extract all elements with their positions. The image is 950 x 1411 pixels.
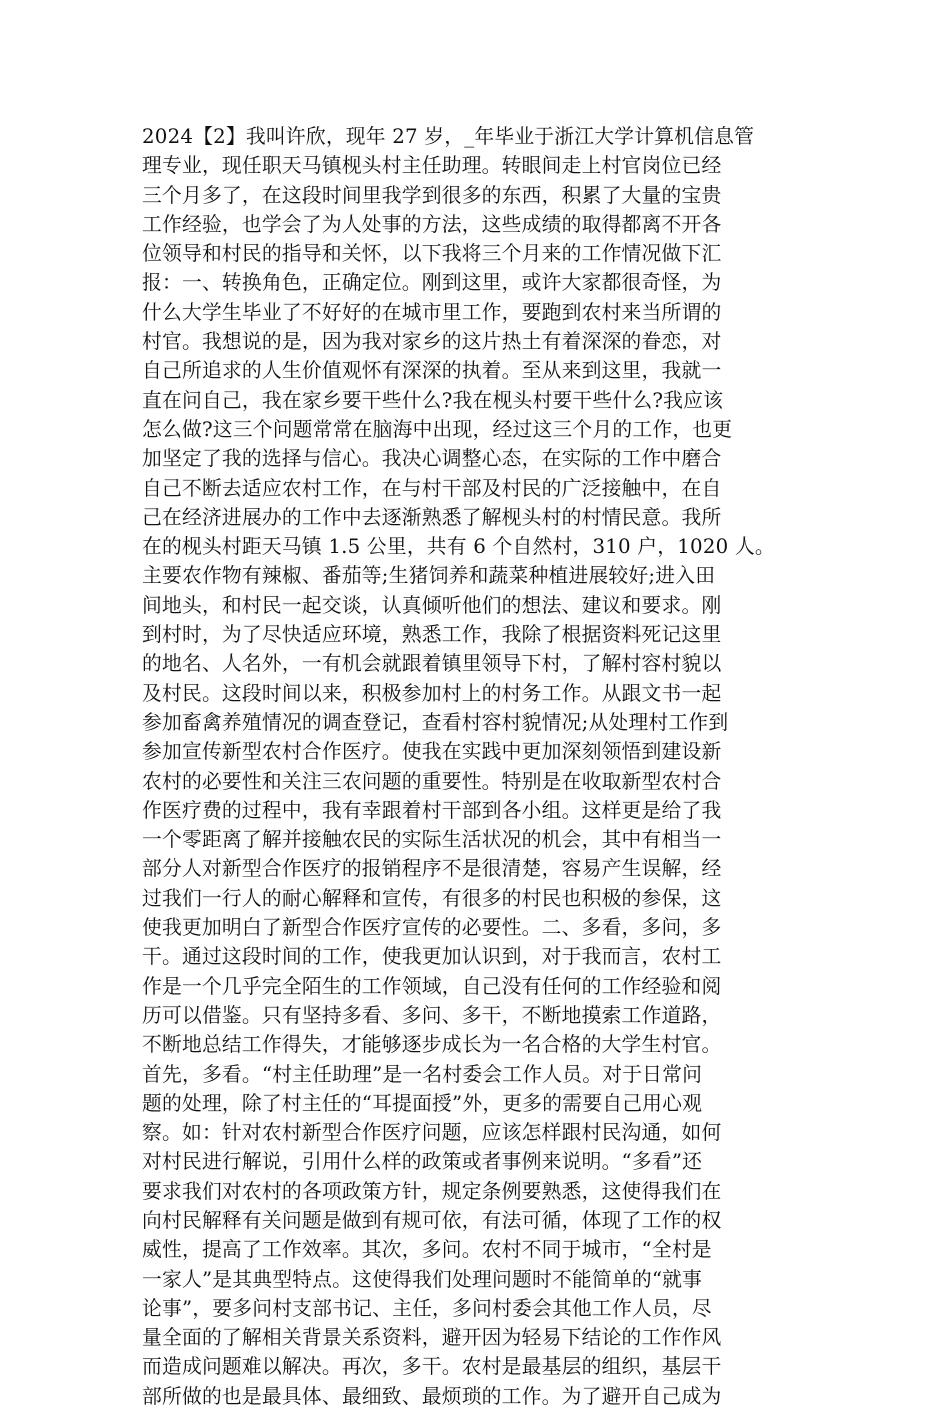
text-line: 的地名、人名外，一有机会就跟着镇里领导下村，了解村容村貌以	[142, 652, 722, 676]
text-line: 2024【2】我叫许欣，现年 27 岁，_年毕业于浙江大学计算机信息管	[142, 125, 755, 148]
text-line: 工作经验，也学会了为人处事的方法，这些成绩的取得都离不开各	[142, 212, 722, 236]
text-line: 干。通过这段时间的工作，使我更加认识到，对于我而言，农村工	[142, 945, 722, 969]
text-line: 什么大学生毕业了不好好的在城市里工作，要跑到农村来当所谓的	[142, 300, 722, 324]
text-line: 及村民。这段时间以来，积极参加村上的村务工作。从跟文书一起	[142, 681, 722, 705]
text-line: 作是一个几乎完全陌生的工作领域，自己没有任何的工作经验和阅	[142, 974, 722, 998]
text-line: 三个月多了，在这段时间里我学到很多的东西，积累了大量的宝贵	[142, 183, 722, 207]
text-line: 一个零距离了解并接触农民的实际生活状况的机会，其中有相当一	[142, 828, 722, 852]
text-line: 加坚定了我的选择与信心。我决心调整心态，在实际的工作中磨合	[142, 447, 722, 471]
text-line: 理专业，现任职天马镇枧头村主任助理。转眼间走上村官岗位已经	[142, 154, 722, 178]
text-line: 量全面的了解相关背景关系资料，避开因为轻易下结论的工作作风	[142, 1326, 722, 1350]
text-line: 位领导和村民的指导和关怀，以下我将三个月来的工作情况做下汇	[142, 242, 722, 266]
text-line: 自己所追求的人生价值观怀有深深的执着。至从来到这里，我就一	[142, 359, 722, 383]
text-line: 威性，提高了工作效率。其次，多问。农村不同于城市，“全村是	[142, 1238, 712, 1262]
text-line: 主要农作物有辣椒、番茄等;生猪饲养和蔬菜种植进展较好;进入田	[142, 564, 716, 588]
text-line: 不断地总结工作得失，才能够逐步成长为一名合格的大学生村官。	[142, 1033, 722, 1057]
text-line: 参加宣传新型农村合作医疗。使我在实践中更加深刻领悟到建设新	[142, 740, 722, 764]
text-line: 农村的必要性和关注三农问题的重要性。特别是在收取新型农村合	[142, 769, 722, 793]
text-line: 要求我们对农村的各项政策方针，规定条例要熟悉，这使得我们在	[142, 1179, 722, 1203]
text-line: 自己不断去适应农村工作，在与村干部及村民的广泛接触中，在自	[142, 476, 722, 500]
text-line: 怎么做?这三个问题常常在脑海中出现，经过这三个月的工作，也更	[142, 417, 733, 441]
text-line: 参加畜禽养殖情况的调查登记，查看村容村貌情况;从处理村工作到	[142, 710, 729, 734]
text-line: 间地头，和村民一起交谈，认真倾听他们的想法、建议和要求。刚	[142, 593, 722, 617]
text-line: 对村民进行解说，引用什么样的政策或者事例来说明。“多看”还	[142, 1150, 703, 1174]
text-line: 村官。我想说的是，因为我对家乡的这片热土有着深深的眷恋，对	[142, 330, 722, 354]
text-line: 向村民解释有关问题是做到有规可依，有法可循，体现了工作的权	[142, 1208, 722, 1232]
text-line: 首先，多看。“村主任助理”是一名村委会工作人员。对于日常问	[142, 1062, 703, 1086]
text-line: 而造成问题难以解决。再次，多干。农村是最基层的组织，基层干	[142, 1355, 722, 1379]
text-line: 历可以借鉴。只有坚持多看、多问、多干，不断地摸索工作道路，	[142, 1003, 722, 1027]
text-line: 使我更加明白了新型合作医疗宣传的必要性。二、多看，多问，多	[142, 916, 722, 940]
text-line: 己在经济进展办的工作中去逐渐熟悉了解枧头村的村情民意。我所	[142, 505, 722, 529]
text-line: 到村时，为了尽快适应环境，熟悉工作，我除了根据资料死记这里	[142, 623, 722, 647]
text-line: 一家人”是其典型特点。这使得我们处理问题时不能简单的“就事	[142, 1267, 703, 1291]
text-line: 论事”，要多问村支部书记、主任，多问村委会其他工作人员，尽	[142, 1296, 712, 1320]
text-line: 直在问自己，我在家乡要干些什么?我在枧头村要干些什么?我应该	[142, 388, 724, 412]
text-line: 察。如：针对农村新型合作医疗问题，应该怎样跟村民沟通，如何	[142, 1121, 722, 1145]
text-line: 部分人对新型合作医疗的报销程序不是很清楚，容易产生误解，经	[142, 857, 722, 881]
text-line: 过我们一行人的耐心解释和宣传，有很多的村民也积极的参保，这	[142, 886, 722, 910]
text-line: 在的枧头村距天马镇 1.5 公里，共有 6 个自然村，310 户，1020 人。	[142, 535, 775, 559]
text-line: 报：一、转换角色，正确定位。刚到这里，或许大家都很奇怪，为	[142, 271, 722, 295]
text-line: 作医疗费的过程中，我有幸跟着村干部到各小组。这样更是给了我	[142, 798, 722, 822]
text-line: 部所做的也是最具体、最细致、最烦琐的工作。为了避开自己成为	[142, 1384, 722, 1408]
body-text	[142, 122, 814, 1411]
text-line: 题的处理，除了村主任的“耳提面授”外，更多的需要自己用心观	[142, 1091, 703, 1115]
